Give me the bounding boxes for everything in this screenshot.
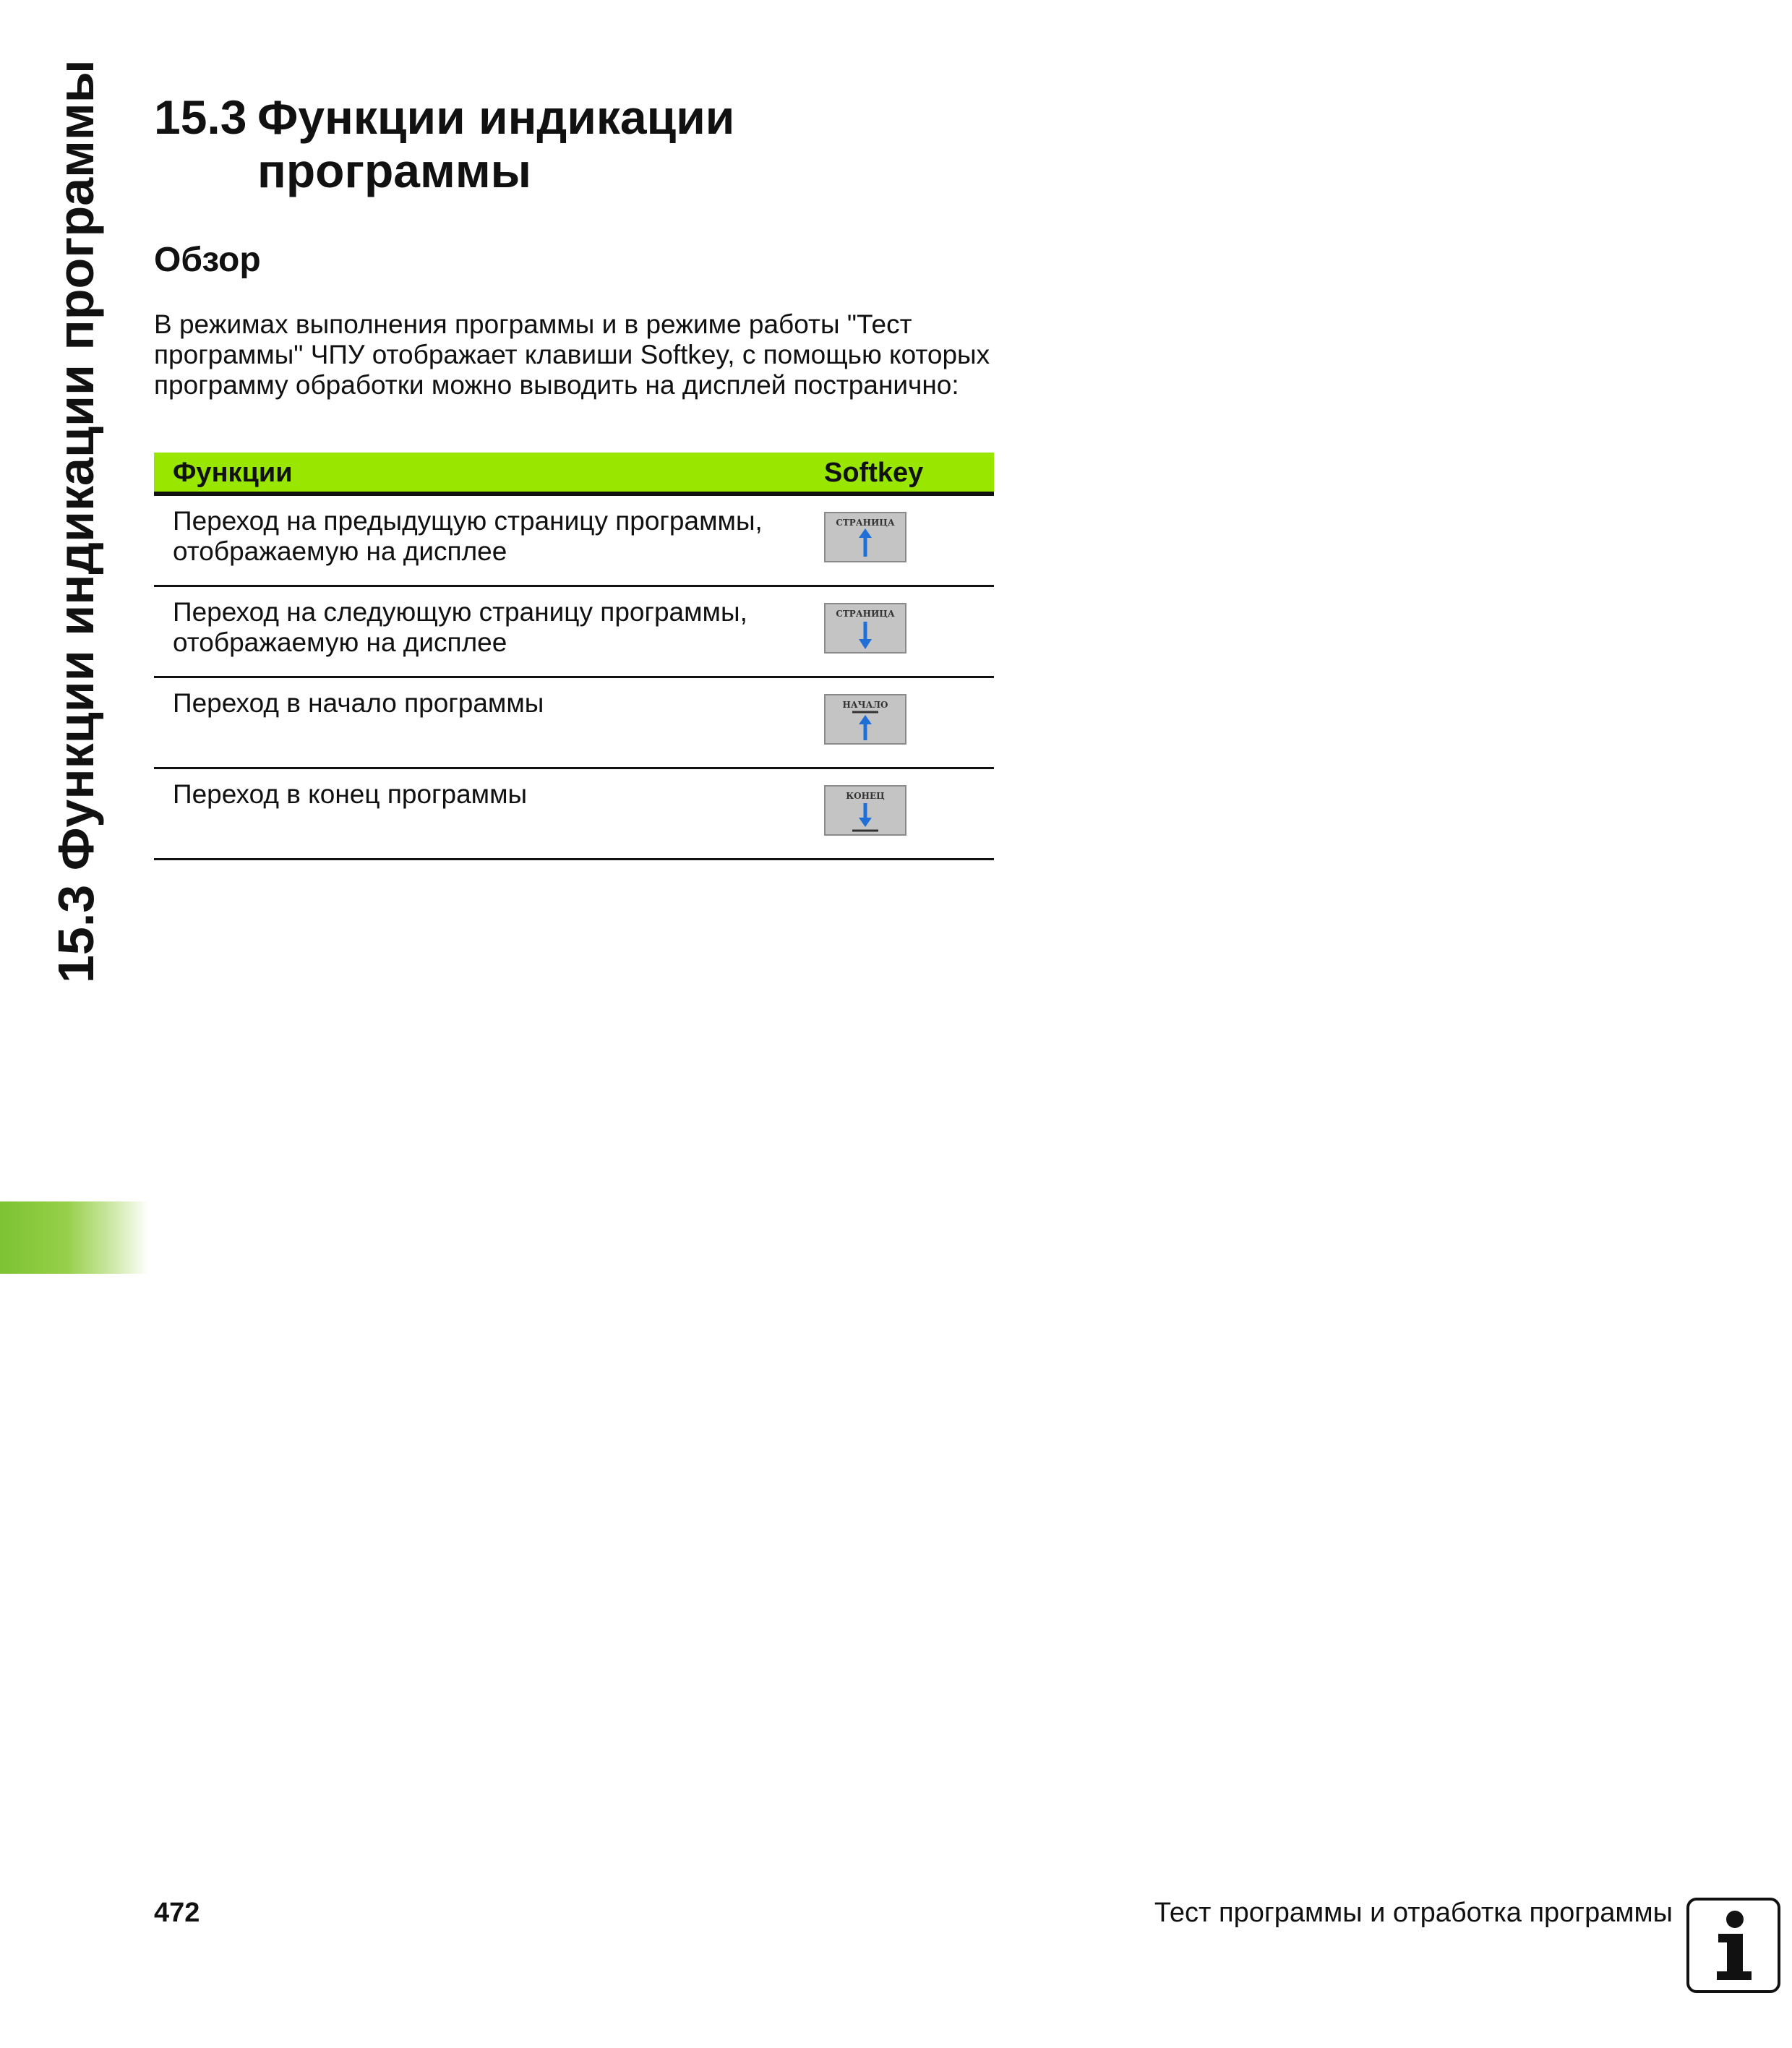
- row-description: Переход в конец программы: [173, 779, 528, 809]
- page-down-softkey[interactable]: [824, 603, 906, 654]
- header-functions: Функции: [173, 458, 293, 488]
- overview-heading: Обзор: [154, 241, 261, 279]
- softkey-label: СТРАНИЦА: [836, 609, 895, 619]
- header-softkey: Softkey: [824, 458, 924, 488]
- row-description: Переход на предыдущую страницу программы, отображаемую на дисплее: [173, 506, 763, 566]
- arrow-up-icon: [826, 513, 905, 561]
- overview-paragraph: В режимах выполнения программы и в режиме работы "Тест программы" ЧПУ отображает клавиши Softkey, с помощью которых программу обработки можно выводить на дисплей постранично:: [154, 309, 990, 400]
- info-icon: [1686, 1898, 1780, 1993]
- softkey-label: КОНЕЦ: [846, 791, 885, 801]
- chapter-tab-marker: [0, 1201, 148, 1274]
- footer-chapter-title: Тест программы и отработка программы: [1154, 1898, 1673, 1928]
- end-softkey[interactable]: [824, 785, 906, 836]
- softkey-label: НАЧАЛО: [842, 700, 888, 710]
- table-row: [154, 769, 994, 860]
- arrow-down-icon: [826, 604, 905, 652]
- section-number: 15.3: [154, 90, 247, 144]
- row-description: Переход в начало программы: [173, 688, 544, 718]
- arrow-down-to-end-icon: [826, 787, 905, 834]
- table-row: [154, 678, 994, 769]
- table-row: [154, 496, 994, 587]
- row-description: Переход на следующую страницу программы, отображаемую на дисплее: [173, 597, 747, 657]
- table-header: [154, 453, 994, 496]
- vertical-running-title: 15.3 Функции индикации программы: [48, 59, 104, 983]
- softkey-table: [154, 453, 994, 860]
- table-row: [154, 587, 994, 678]
- info-glyph: [1689, 1901, 1778, 1990]
- page-number: 472: [154, 1898, 200, 1928]
- arrow-up-to-start-icon: [826, 695, 905, 743]
- begin-softkey[interactable]: [824, 694, 906, 745]
- section-title: Функции индикации программы: [257, 90, 735, 197]
- page-up-softkey[interactable]: [824, 512, 906, 562]
- softkey-label: СТРАНИЦА: [836, 518, 895, 528]
